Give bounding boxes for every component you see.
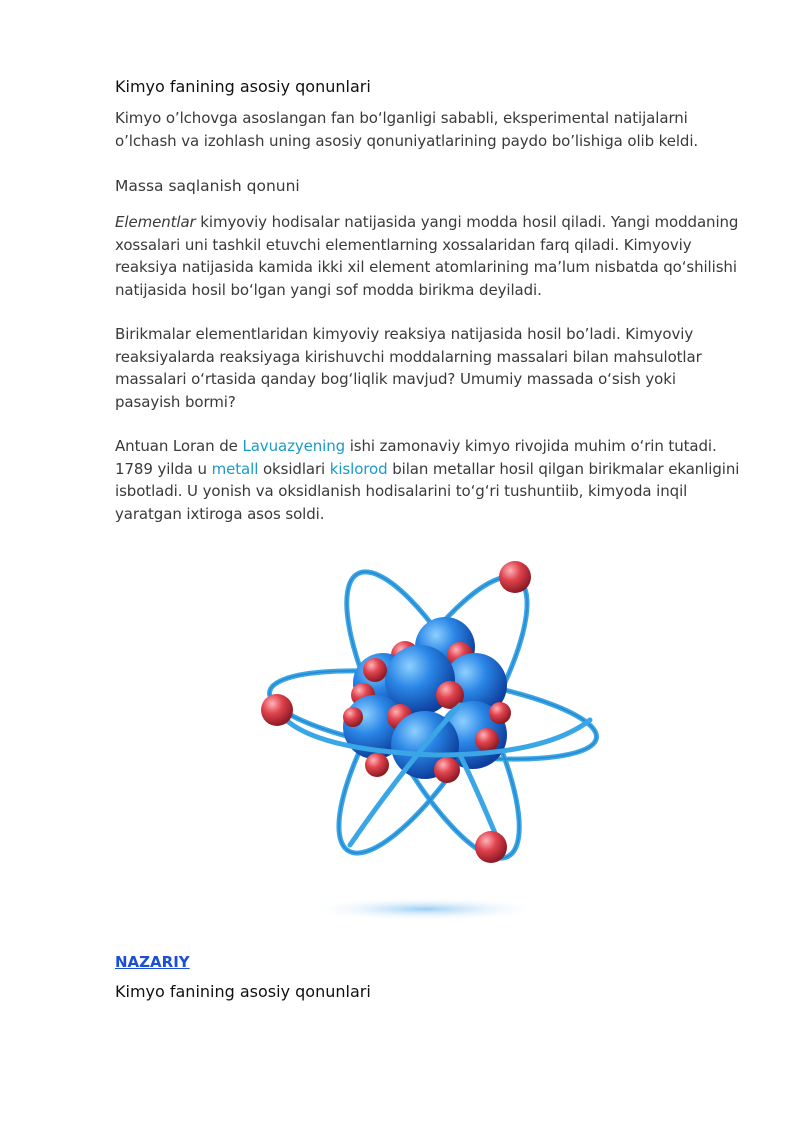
paragraph-compounds: Birikmalar elementlaridan kimyoviy reaksiya natijasida hosil bo’ladi. Kimyoviy reaksiyalarda reaksiyaga kirishuvchi moddalarning massalari bilan mahsulotlar massalari o‘rtasida qanday bog‘liqlik mavjud? Umumiy massada o‘sish yoki pasayish bormi? bbox=[115, 325, 702, 411]
lavoisier-link[interactable]: Lavuazyening bbox=[242, 437, 346, 455]
paragraph-elements-text: kimyoviy hodisalar natijasida yangi modda hosil qiladi. Yangi moddaning xossalari uni tashkil etuvchi elementlarning xossalaridan farq qiladi. Kimyoviy reaksiya natijasida kamida ikki xil element atomlarining ma’lum nisbatda qo‘shilishi natijasida hosil bo‘lgan yangi sof modda birikma deyiladi. bbox=[115, 213, 739, 299]
paragraph-lavoisier-text-2: ishi zamonaviy kimyo rivojida muhim o‘rin tutadi. 1789 yilda u bbox=[115, 437, 717, 478]
paragraph-lavoisier bbox=[115, 435, 745, 525]
oxygen-link[interactable]: kislorod bbox=[329, 459, 388, 478]
paragraph-lavoisier-text-1: Antuan Loran de bbox=[115, 437, 243, 455]
elements-term: Elementlar bbox=[115, 213, 196, 231]
paragraph-lavoisier-text-3: oksidlari bbox=[258, 459, 330, 478]
footer-title: Kimyo fanining asosiy qonunlari bbox=[115, 982, 371, 1001]
atom-svg bbox=[255, 555, 605, 930]
electron-left bbox=[261, 694, 293, 726]
shadow bbox=[305, 897, 545, 921]
atom-illustration-icon bbox=[255, 555, 605, 930]
nazariy-link[interactable]: NAZARIY bbox=[115, 953, 190, 971]
nucleus bbox=[343, 617, 511, 783]
paragraph-elements bbox=[115, 211, 745, 301]
section-heading: Massa saqlanish qonuni bbox=[115, 177, 300, 195]
intro-paragraph: Kimyo o’lchovga asoslangan fan bo‘lganligi sababli, eksperimental natijalarni o’lchash va izohlash uning asosiy qonuniyatlarining paydo bo’lishiga olib keldi. bbox=[115, 109, 699, 150]
metal-link[interactable]: metall bbox=[211, 459, 259, 478]
paragraph-lavoisier-text-4: bilan metallar hosil qilgan birikmalar ekanligini isbotladi. U yonish va oksidlanish hodisalarini to‘g‘ri tushuntiib, kimyoda inqil yaratgan ixtiroga asos soldi. bbox=[115, 459, 740, 523]
electron-bottom bbox=[475, 831, 507, 863]
electron-top bbox=[499, 561, 531, 593]
page-title: Kimyo fanining asosiy qonunlari bbox=[115, 77, 371, 96]
